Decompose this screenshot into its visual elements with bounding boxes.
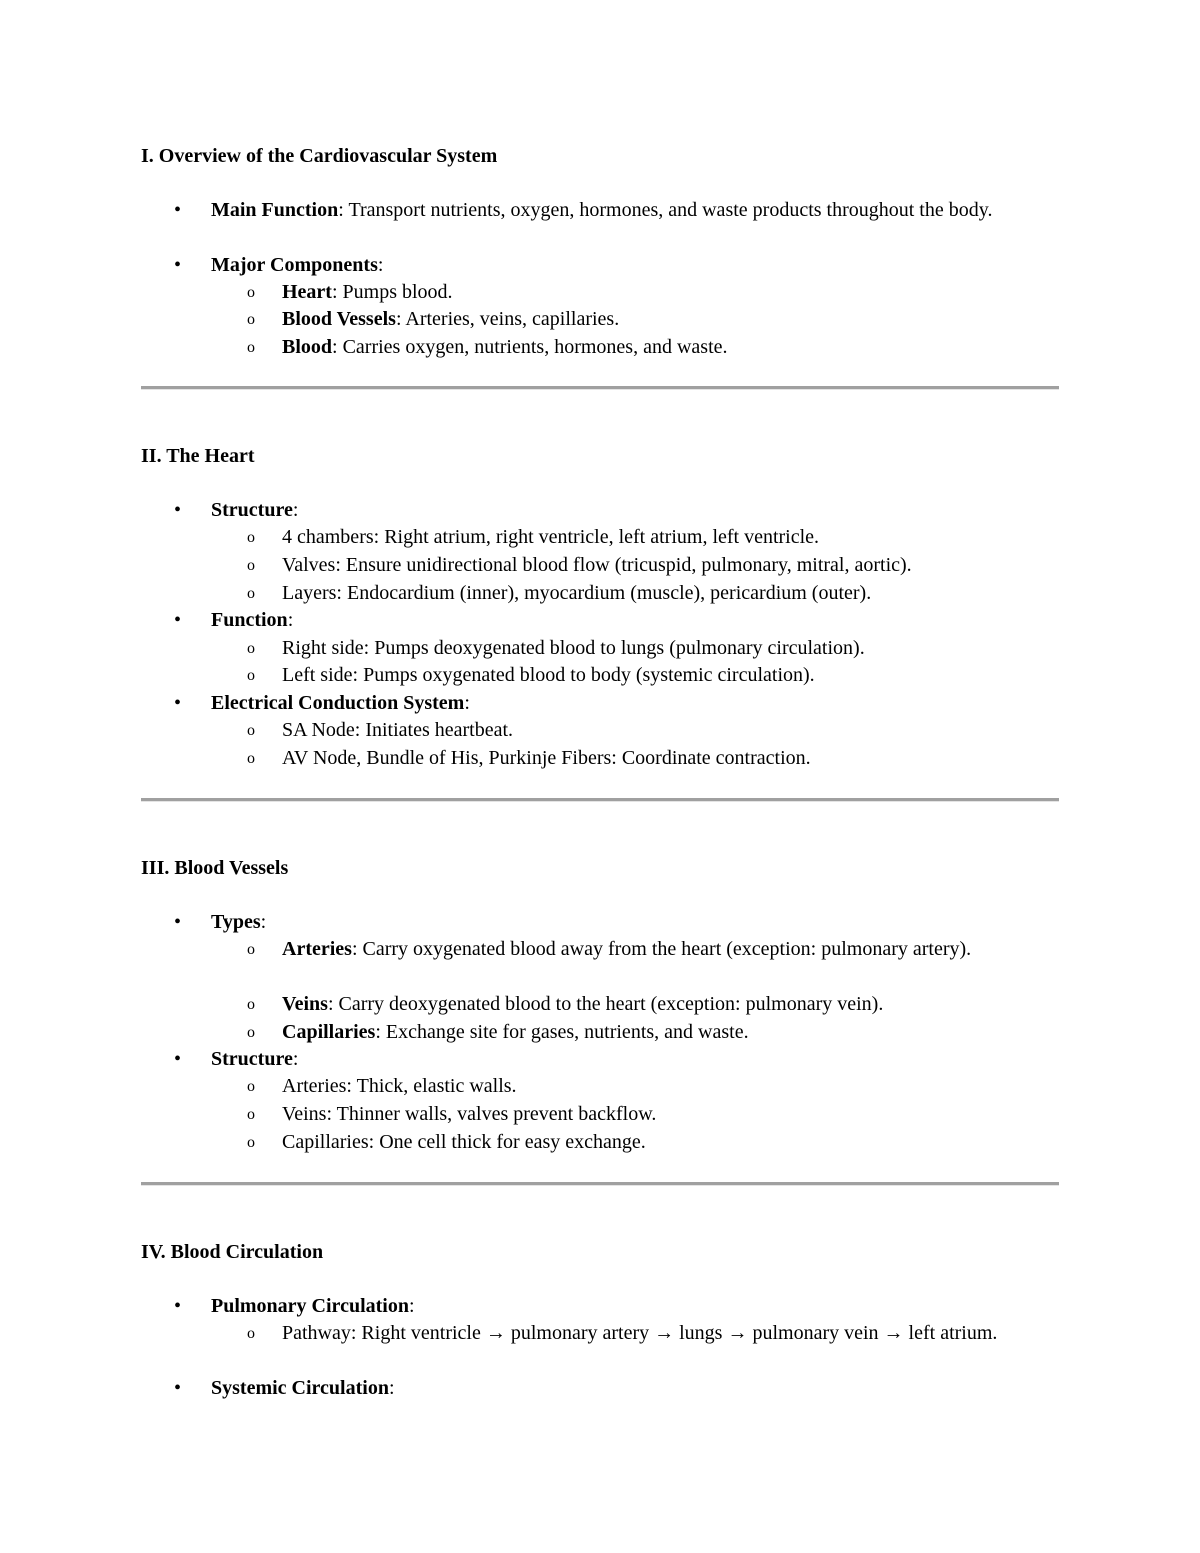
item-text: :	[260, 911, 267, 933]
item-text: : Exchange site for gases, nutrients, and waste.	[375, 1021, 749, 1043]
item-text: : Arteries, veins, capillaries.	[395, 308, 620, 330]
item-text: :	[292, 499, 299, 521]
section-heading-blood-circulation: IV. Blood Circulation	[141, 1241, 324, 1263]
item-label: Structure	[211, 1048, 293, 1070]
sub-bullet: o	[247, 722, 255, 739]
bullet: •	[174, 609, 182, 631]
section-heading-overview: I. Overview of the Cardiovascular System	[141, 145, 498, 167]
sub-item-capillary-walls: Capillaries: One cell thick for easy exchange.	[282, 1131, 646, 1153]
bullet: •	[174, 1295, 182, 1317]
sub-item-right-side: Right side: Pumps deoxygenated blood to lungs (pulmonary circulation).	[282, 637, 865, 659]
sub-item-capillaries	[282, 1019, 1057, 1046]
list-item-vessel-structure	[211, 1046, 1056, 1073]
sub-item-artery-walls: Arteries: Thick, elastic walls.	[282, 1075, 517, 1097]
sub-bullet: o	[247, 339, 255, 356]
item-text: : Carry deoxygenated blood to the heart (exception: pulmonary vein).	[327, 993, 884, 1015]
list-item-electrical-conduction	[211, 690, 1056, 717]
item-label: Pulmonary Circulation	[211, 1295, 409, 1317]
item-text: : Transport nutrients, oxygen, hormones, and waste products throughout the body.	[338, 199, 993, 221]
sub-bullet: o	[247, 941, 255, 958]
item-label: Electrical Conduction System	[211, 692, 465, 714]
sub-bullet: o	[247, 1106, 255, 1123]
item-label: Major Components	[211, 254, 378, 276]
item-text: :	[287, 609, 294, 631]
sub-item-layers: Layers: Endocardium (inner), myocardium (muscle), pericardium (outer).	[282, 582, 872, 604]
item-label: Blood Vessels	[282, 308, 396, 330]
bullet: •	[174, 1377, 182, 1399]
sub-bullet: o	[247, 1078, 255, 1095]
sub-item-left-side: Left side: Pumps oxygenated blood to body (systemic circulation).	[282, 664, 815, 686]
bullet: •	[174, 911, 182, 933]
bullet: •	[174, 692, 182, 714]
sub-item-arteries	[282, 936, 1057, 963]
section-heading-blood-vessels: III. Blood Vessels	[141, 857, 289, 879]
sub-item-heart	[282, 279, 1057, 306]
item-text: :	[388, 1377, 395, 1399]
item-label: Systemic Circulation	[211, 1377, 389, 1399]
item-text: :	[408, 1295, 415, 1317]
sub-bullet: o	[247, 1325, 255, 1342]
sub-item-veins	[282, 991, 1057, 1018]
sub-item-pulmonary-pathway: Pathway: Right ventricle → pulmonary artery → lungs → pulmonary vein → left atrium.	[282, 1322, 998, 1344]
sub-bullet: o	[247, 284, 255, 301]
sub-bullet: o	[247, 640, 255, 657]
list-item-pulmonary-circulation	[211, 1293, 1056, 1320]
sub-bullet: o	[247, 1024, 255, 1041]
item-text: :	[464, 692, 470, 714]
sub-bullet: o	[247, 529, 255, 546]
list-item-major-components	[211, 252, 1056, 279]
list-item-systemic-circulation	[211, 1375, 1056, 1402]
sub-bullet: o	[247, 996, 255, 1013]
horizontal-rule	[141, 798, 1059, 802]
item-label: Function	[211, 609, 288, 631]
bullet: •	[174, 254, 182, 276]
item-label: Heart	[282, 281, 332, 303]
sub-bullet: o	[247, 750, 255, 767]
sub-bullet: o	[247, 667, 255, 684]
sub-bullet: o	[247, 557, 255, 574]
item-label: Veins	[282, 993, 328, 1015]
section-heading-heart: II. The Heart	[141, 445, 255, 467]
sub-item-vein-walls: Veins: Thinner walls, valves prevent backflow.	[282, 1103, 657, 1125]
item-text: : Carry oxygenated blood away from the heart (exception: pulmonary artery).	[351, 938, 972, 960]
item-text: :	[292, 1048, 299, 1070]
bullet: •	[174, 199, 182, 221]
sub-item-valves: Valves: Ensure unidirectional blood flow (tricuspid, pulmonary, mitral, aortic).	[282, 554, 912, 576]
list-item-function	[211, 607, 1056, 634]
item-text: :	[377, 254, 384, 276]
bullet: •	[174, 499, 182, 521]
horizontal-rule	[141, 386, 1059, 390]
sub-item-chambers: 4 chambers: Right atrium, right ventricle, left atrium, left ventricle.	[282, 526, 820, 548]
list-item-types	[211, 909, 1056, 936]
sub-bullet: o	[247, 585, 255, 602]
list-item-main-function	[211, 197, 1056, 224]
horizontal-rule	[141, 1182, 1059, 1186]
item-label: Blood	[282, 336, 333, 358]
sub-bullet: o	[247, 311, 255, 328]
item-text: : Pumps blood.	[331, 281, 453, 303]
item-label: Types	[211, 911, 261, 933]
sub-item-sa-node: SA Node: Initiates heartbeat.	[282, 719, 514, 741]
item-label: Capillaries	[282, 1021, 376, 1043]
item-label: Arteries	[282, 938, 352, 960]
item-label: Main Function	[211, 199, 339, 221]
list-item-structure	[211, 497, 1056, 524]
item-text: : Carries oxygen, nutrients, hormones, and waste.	[332, 336, 728, 358]
item-label: Structure	[211, 499, 293, 521]
sub-bullet: o	[247, 1134, 255, 1151]
bullet: •	[174, 1048, 182, 1070]
sub-item-blood	[282, 334, 1057, 361]
sub-item-blood-vessels	[282, 306, 1057, 333]
sub-item-av-node: AV Node, Bundle of His, Purkinje Fibers: Coordinate contraction.	[282, 747, 811, 769]
